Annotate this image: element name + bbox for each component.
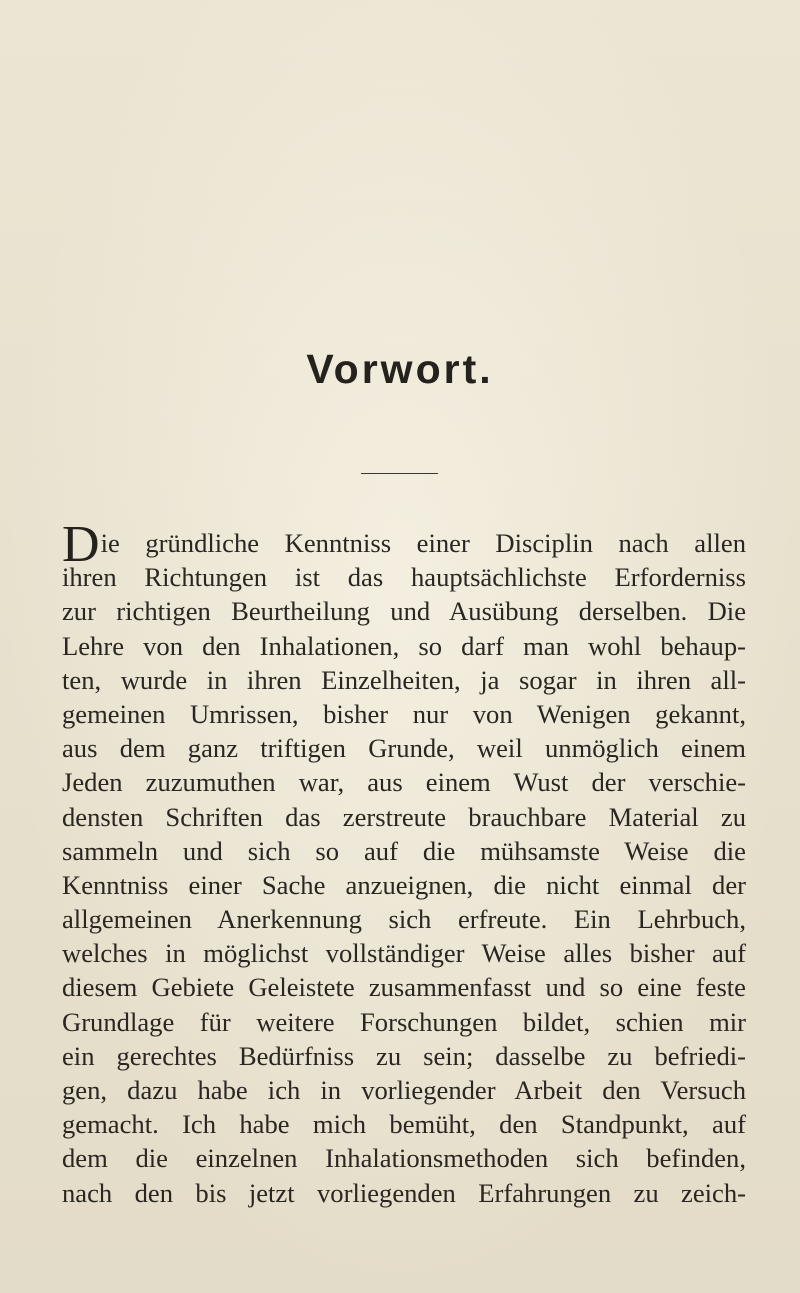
preface-paragraph	[62, 516, 746, 1210]
text-line-1-rest: ie gründliche Kenntniss einer Disciplin nach allen	[100, 528, 746, 558]
text-line-18: gemacht. Ich habe mich bemüht, den Standpunkt, auf	[62, 1109, 746, 1140]
text-line-8: Jeden zuzumuthen war, aus einem Wust der verschie-	[62, 767, 746, 798]
text-line-10: sammeln und sich so auf die mühsamste Weise die	[62, 835, 746, 866]
drop-cap: D	[62, 516, 100, 573]
text-line-16: ein gerechtes Bedürfniss zu sein; dasselbe zu befriedi-	[62, 1040, 746, 1071]
text-line-12: allgemeinen Anerkennung sich erfreute. Ein Lehrbuch,	[62, 904, 746, 935]
text-line-15: Grundlage für weitere Forschungen bildet, schien mir	[62, 1006, 746, 1037]
title-rule	[361, 473, 438, 474]
text-line-6: gemeinen Umrissen, bisher nur von Wenigen gekannt,	[62, 698, 746, 729]
text-line-20: nach den bis jetzt vorliegenden Erfahrungen zu zeich-	[62, 1177, 746, 1208]
text-line-19: dem die einzelnen Inhalationsmethoden sich befinden,	[62, 1143, 746, 1174]
text-line-3: zur richtigen Beurtheilung und Ausübung derselben. Die	[62, 596, 746, 627]
text-line-17: gen, dazu habe ich in vorliegender Arbeit den Versuch	[62, 1075, 746, 1105]
text-line-13: welches in möglichst vollständiger Weise alles bisher auf	[62, 938, 746, 969]
text-line-11: Kenntniss einer Sache anzueignen, die nicht einmal der	[62, 869, 746, 900]
page-title: Vorwort.	[306, 346, 494, 392]
text-line-1	[62, 516, 746, 573]
text-line-7: aus dem ganz triftigen Grunde, weil unmöglich einem	[62, 733, 746, 764]
text-line-5: ten, wurde in ihren Einzelheiten, ja sogar in ihren all-	[62, 664, 746, 695]
text-line-2: ihren Richtungen ist das hauptsächlichste Erforderniss	[62, 562, 746, 593]
text-line-4: Lehre von den Inhalationen, so darf man wohl behaup-	[62, 630, 746, 661]
text-line-9: densten Schriften das zerstreute brauchbare Material zu	[62, 801, 746, 832]
text-line-14: diesem Gebiete Geleistete zusammenfasst und so eine feste	[62, 972, 746, 1003]
